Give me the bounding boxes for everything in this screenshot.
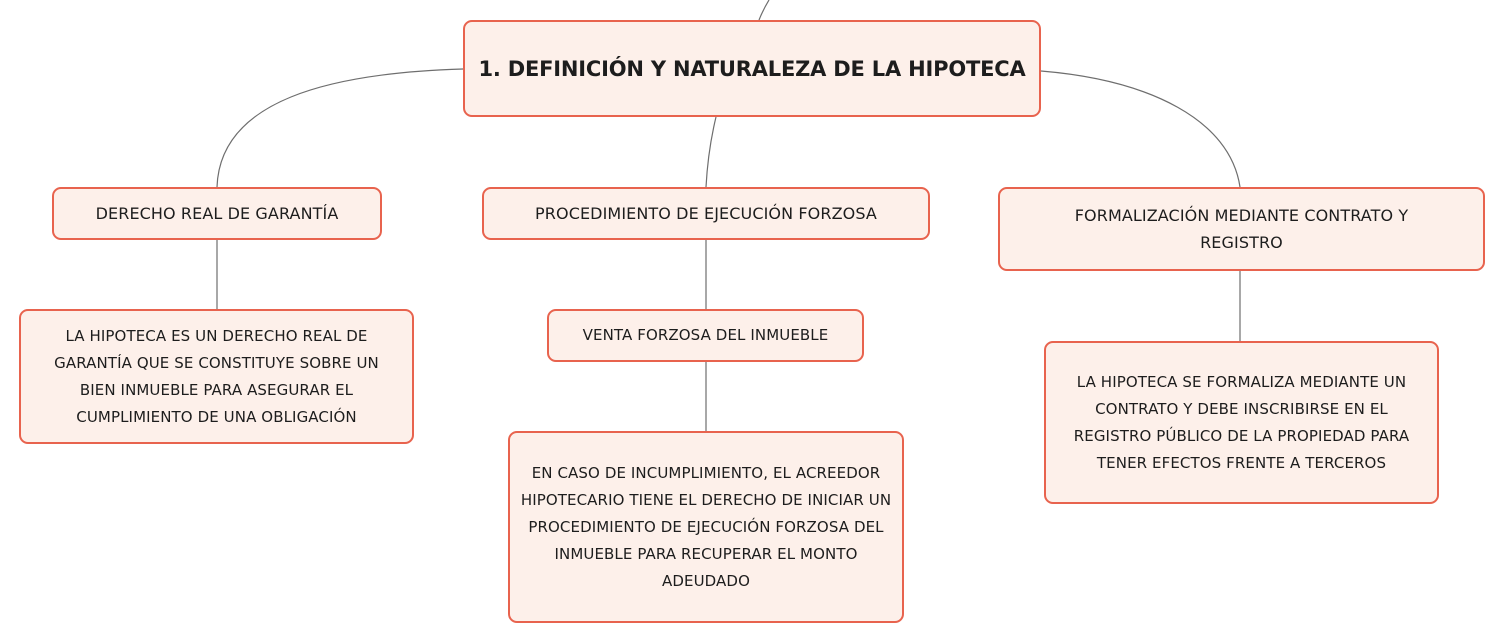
topic-derecho-real-de-garantia[interactable] <box>52 187 382 240</box>
topic-formalizacion-mediante-contrato[interactable] <box>998 187 1485 271</box>
topic-label: DERECHO REAL DE GARANTÍA <box>95 204 339 223</box>
root-topic-node[interactable] <box>463 20 1041 117</box>
subtopic-label: VENTA FORZOSA DEL INMUEBLE <box>582 326 829 344</box>
root-topic-label: 1. DEFINICIÓN Y NATURALEZA DE LA HIPOTECA <box>478 56 1026 81</box>
connector-parent-to-root <box>759 0 769 20</box>
connector-root-to-formalizacion <box>1041 71 1240 187</box>
subtopic-label: LA HIPOTECA SE FORMALIZA MEDIANTE UN CONTRATO Y DEBE INSCRIBIRSE EN EL REGISTRO PÚBLICO DE LA PROPIEDAD PARA TENER EFECTOS FRENTE A TERCEROS <box>1073 372 1410 472</box>
subtopic-incumplimiento-ejecucion[interactable] <box>508 431 904 623</box>
subtopic-definicion-hipoteca[interactable] <box>19 309 414 444</box>
connector-root-to-derecho-real <box>217 69 463 187</box>
subtopic-label: EN CASO DE INCUMPLIMIENTO, EL ACREEDOR HIPOTECARIO TIENE EL DERECHO DE INICIAR UN PROCEDIMIENTO DE EJECUCIÓN FORZOSA DEL INMUEBLE PARA RECUPERAR EL MONTO ADEUDADO <box>520 463 892 590</box>
topic-procedimiento-de-ejecucion-forzosa[interactable] <box>482 187 930 240</box>
topic-label: FORMALIZACIÓN MEDIANTE CONTRATO Y REGISTRO <box>1074 206 1409 252</box>
subtopic-venta-forzosa-del-inmueble[interactable] <box>547 309 864 362</box>
subtopic-label: LA HIPOTECA ES UN DERECHO REAL DE GARANTÍA QUE SE CONSTITUYE SOBRE UN BIEN INMUEBLE PARA ASEGURAR EL CUMPLIMIENTO DE UNA OBLIGACIÓN <box>54 326 379 426</box>
subtopic-registro-publico[interactable] <box>1044 341 1439 504</box>
connector-root-to-procedimiento <box>706 117 716 187</box>
topic-label: PROCEDIMIENTO DE EJECUCIÓN FORZOSA <box>535 204 877 223</box>
